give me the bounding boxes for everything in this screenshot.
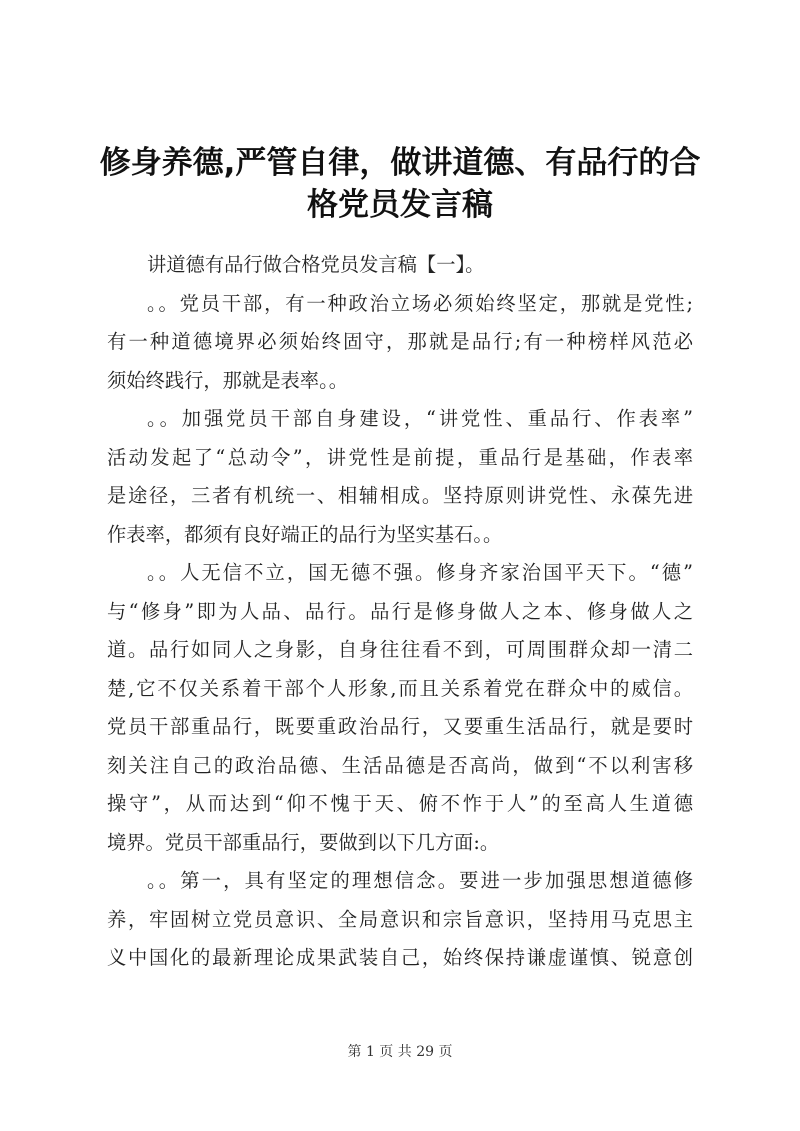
body-line: 活动发起了“总动令”，讲党性是前提，重品行是基础，作表率	[107, 446, 693, 469]
body-line: 操守”，从而达到“仰不愧于天、俯不怍于人”的至高人生道德	[107, 792, 693, 815]
body-line: 。。加强党员干部自身建设，“讲党性、重品行、作表率”	[147, 407, 693, 430]
page-number: 第 1 页 共 29 页	[347, 1044, 453, 1060]
body-line: 须始终践行，那就是表率。。	[107, 369, 349, 392]
body-line: 养，牢固树立党员意识、全局意识和宗旨意识，坚持用马克思主	[107, 908, 693, 931]
body-line: 。。第一，具有坚定的理想信念。要进一步加强思想道德修	[147, 869, 693, 892]
body-line: 讲道德有品行做合格党员发言稿【一】。	[147, 253, 485, 276]
document-title-line-2: 格党员发言稿	[307, 187, 493, 223]
body-line: 作表率，都须有良好端正的品行为坚实基石。。	[107, 523, 503, 546]
body-line: 是途径，三者有机统一、相辅相成。坚持原则讲党性、永葆先进	[107, 484, 693, 507]
body-line: 党员干部重品行，既要重政治品行，又要重生活品行，就是要时	[107, 715, 693, 738]
body-line: 义中国化的最新理论成果武装自己，始终保持谦虚谨慎、锐意创	[107, 946, 693, 969]
body-line: 。。党员干部，有一种政治立场必须始终坚定，那就是党性;	[147, 292, 693, 315]
body-line: 道。品行如同人之身影，自身往往看不到，可周围群众却一清二	[107, 638, 693, 661]
document-title-line-1: 修身养德,严管自律，做讲道德、有品行的合	[99, 145, 701, 181]
body-line: 。。人无信不立，国无德不强。修身齐家治国平天下。“德”	[147, 561, 693, 584]
body-line: 楚,它不仅关系着干部个人形象,而且关系着党在群众中的威信。	[107, 677, 693, 700]
body-line: 有一种道德境界必须始终固守，那就是品行;有一种榜样风范必	[107, 330, 693, 353]
body-line: 境界。党员干部重品行，要做到以下几方面:。	[107, 831, 500, 854]
body-line: 刻关注自己的政治品德、生活品德是否高尚，做到“不以利害移	[107, 754, 693, 777]
body-line: 与“修身”即为人品、品行。品行是修身做人之本、修身做人之	[107, 600, 693, 623]
